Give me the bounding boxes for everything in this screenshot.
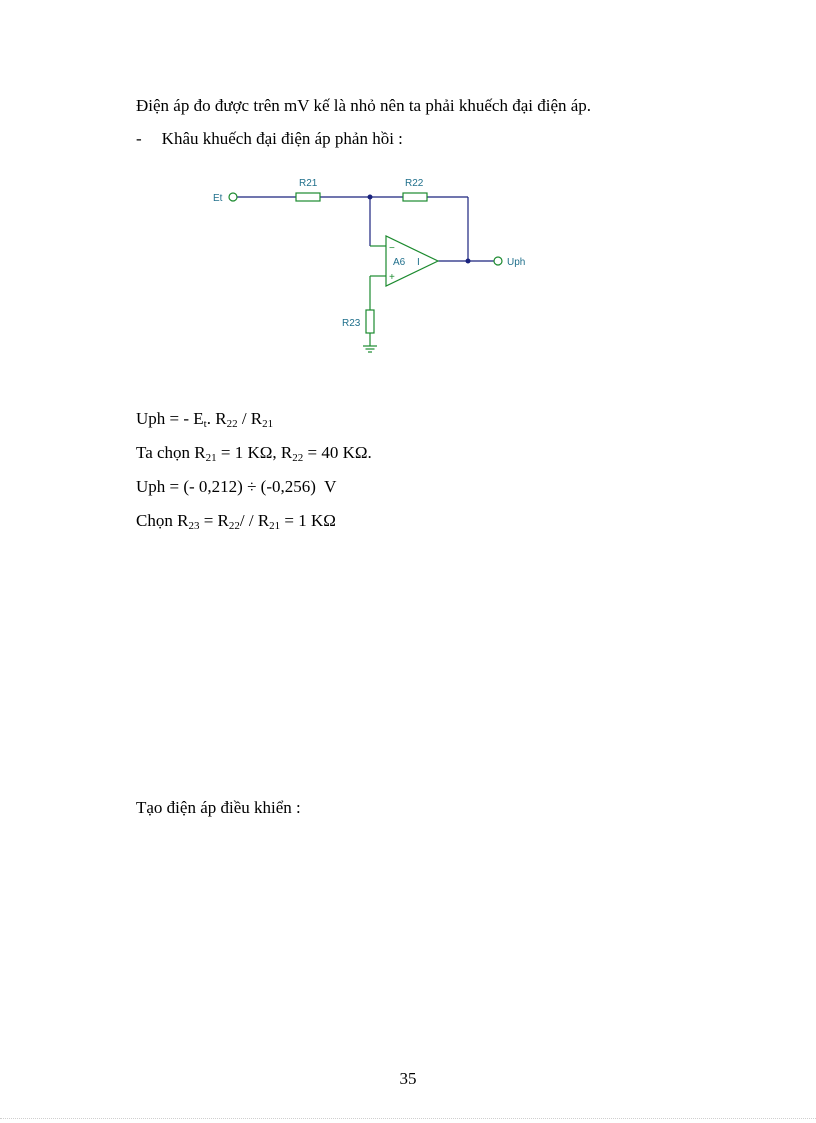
label-r21: R21 xyxy=(299,178,318,189)
equation-3: Uph = (- 0,212) ÷ (-0,256) V xyxy=(136,477,337,496)
label-opamp-pin: I xyxy=(417,257,420,268)
page-number: 35 xyxy=(399,1069,417,1088)
bullet-item xyxy=(136,129,403,149)
label-r23: R23 xyxy=(342,318,361,329)
ground-symbol xyxy=(363,346,377,352)
label-r22: R22 xyxy=(405,178,424,189)
label-et: Et xyxy=(213,193,223,204)
label-minus: − xyxy=(389,243,395,254)
circuit-wires xyxy=(237,197,494,261)
output-terminal xyxy=(494,257,502,265)
resistor-r23 xyxy=(366,310,374,333)
intro-paragraph: Điện áp đo được trên mV kế là nhỏ nên ta phải khuếch đại điện áp. xyxy=(136,96,592,115)
equation-2: Ta chọn $R_{21} = 1$ KΩ, $R_{22} = 40$ KΩ. xyxy=(136,443,372,464)
bullet-text: Khâu khuếch đại điện áp phản hồi : xyxy=(161,129,403,148)
junction-node-output xyxy=(466,259,471,264)
label-a6: A6 xyxy=(393,257,406,268)
section-heading: Tạo điện áp điều khiển : xyxy=(136,798,301,817)
resistor-r21 xyxy=(296,193,320,201)
bullet-marker: - xyxy=(136,129,142,148)
junction-node-input xyxy=(368,195,373,200)
label-plus: + xyxy=(389,272,395,283)
amplifier-circuit-diagram xyxy=(200,170,540,365)
input-terminal xyxy=(229,193,237,201)
resistor-r22 xyxy=(403,193,427,201)
equation-1: Uph = - $E_t$. $R_{22} / R_{21}$ xyxy=(136,409,274,430)
footer-divider xyxy=(0,1118,816,1119)
circuit-components xyxy=(229,193,502,352)
equation-4: Chọn $R_{23} = R_{22}/ / R_{21} = 1$ KΩ xyxy=(136,511,336,532)
label-uph: Uph xyxy=(507,257,526,268)
